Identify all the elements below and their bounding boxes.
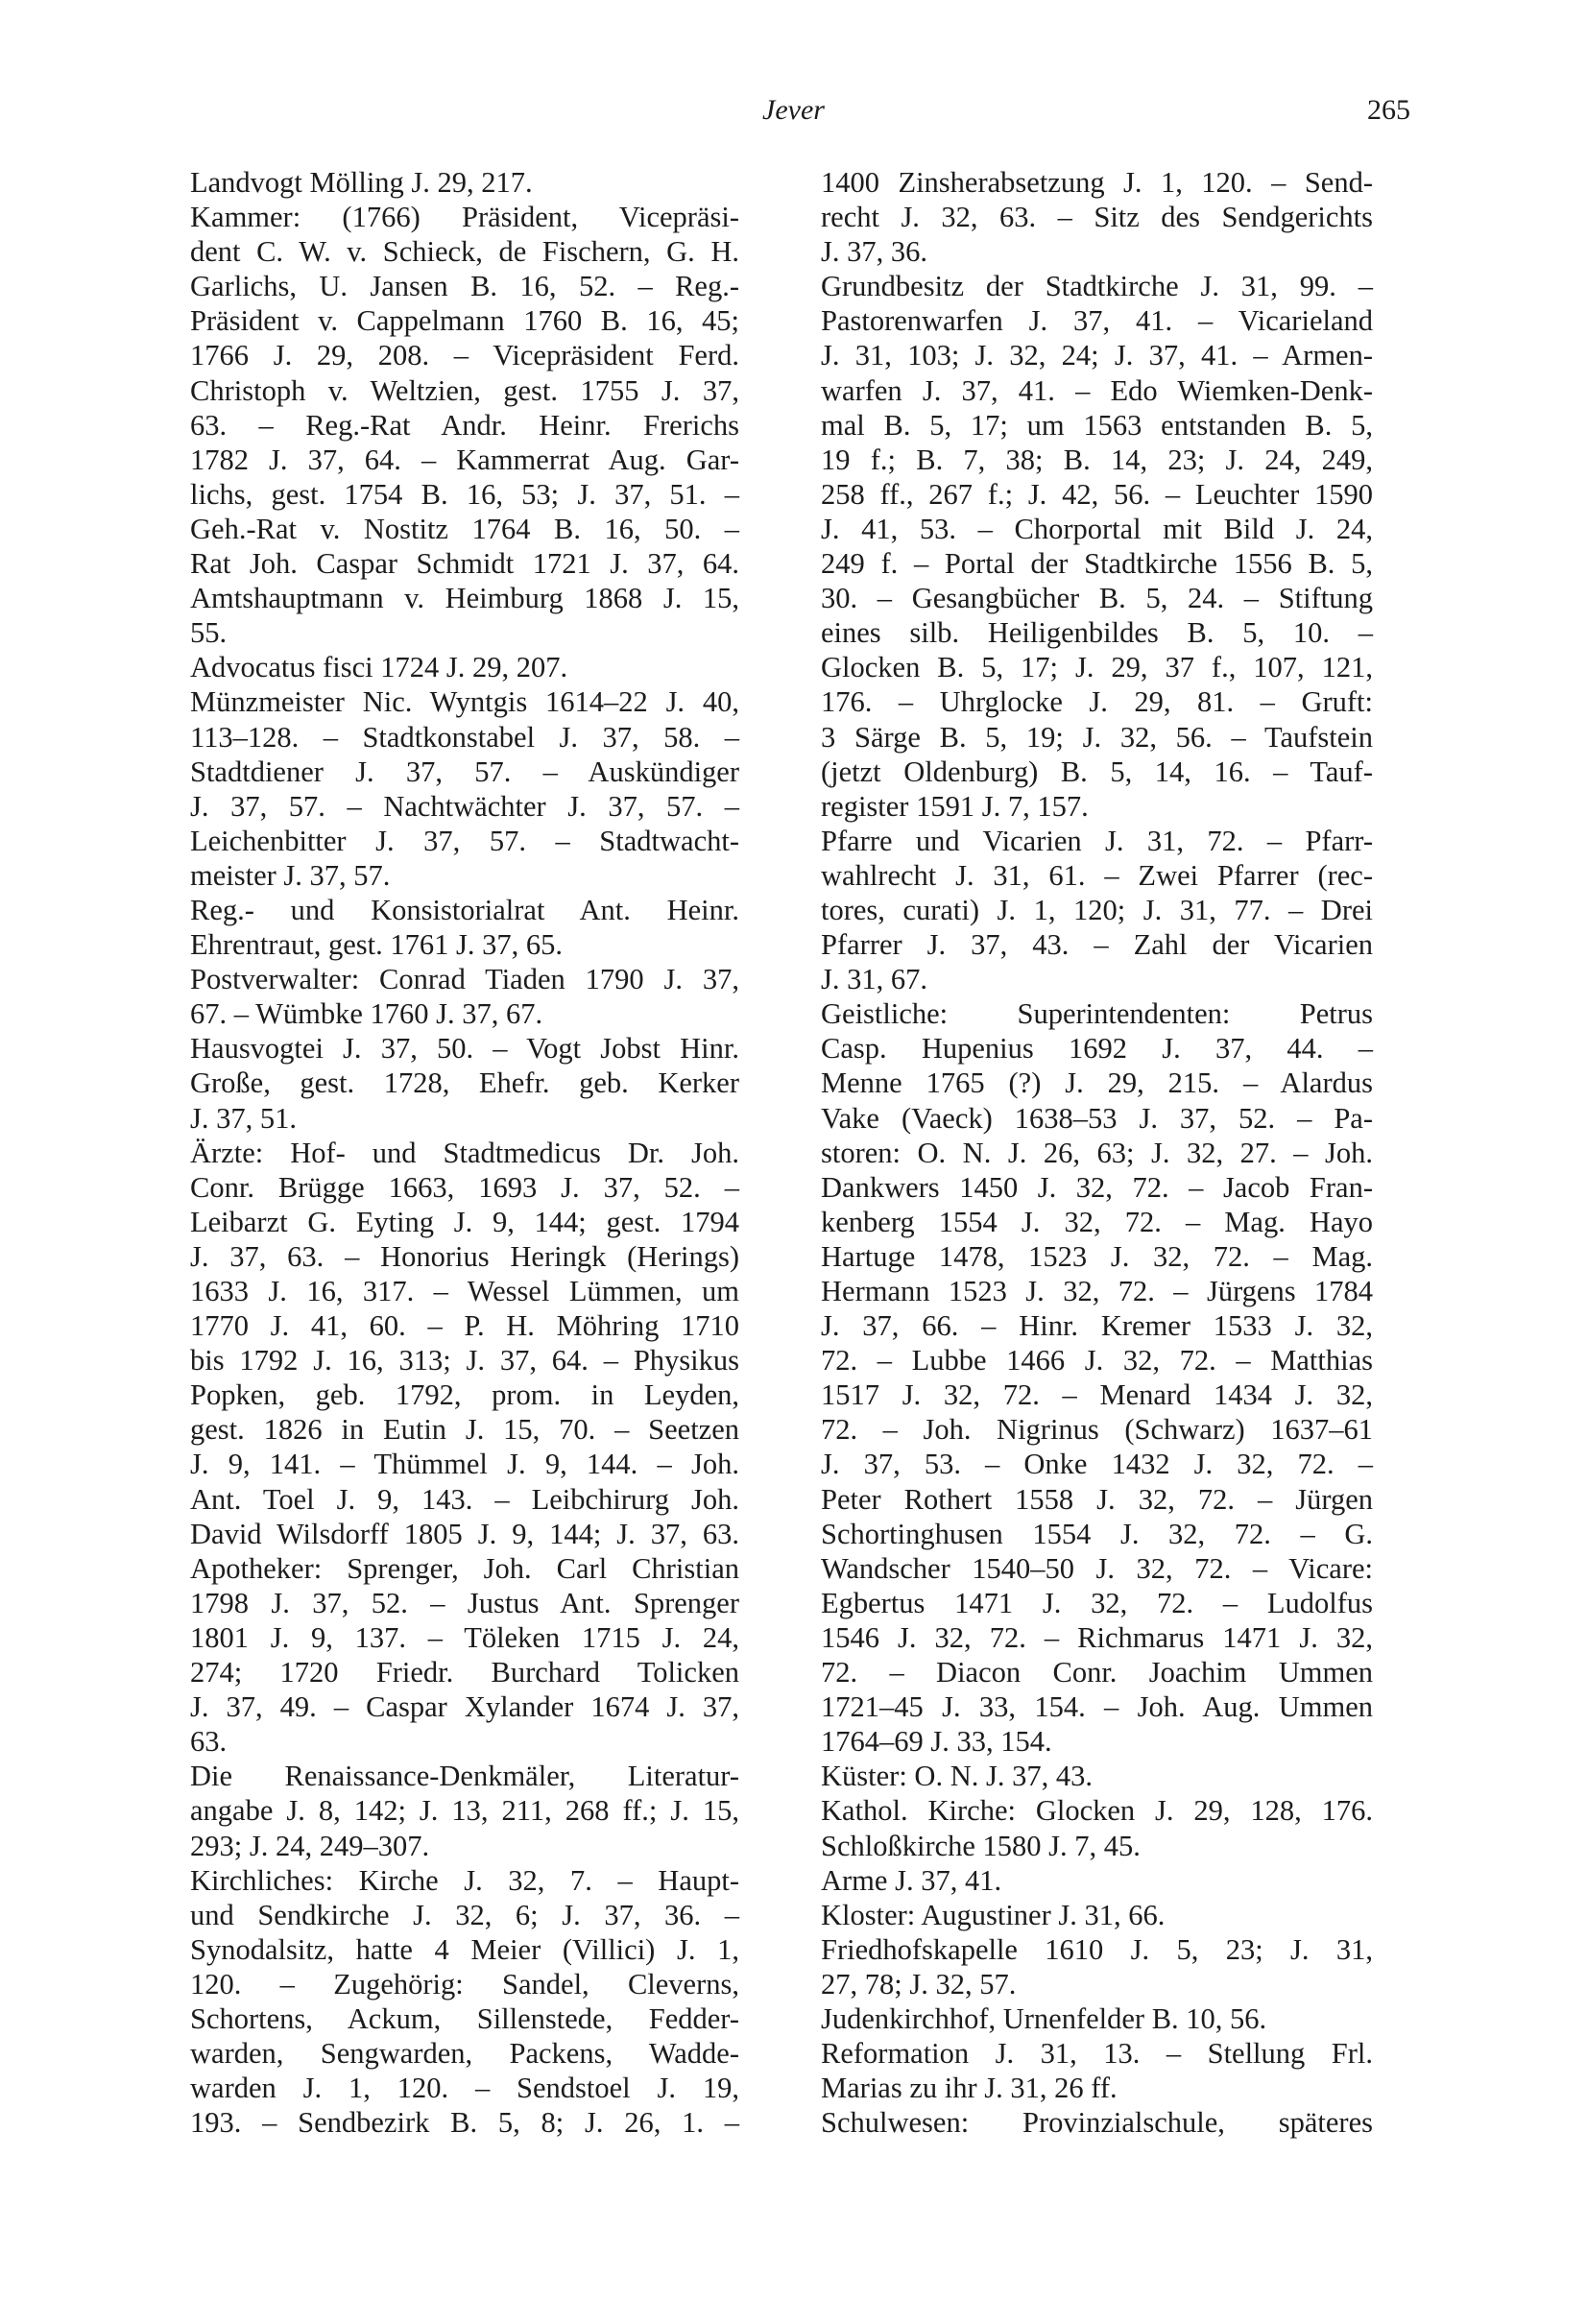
index-line: Synodalsitz, hatte 4 Meier (Villici) J. 1,	[190, 1932, 739, 1966]
index-line: David Wilsdorff 1805 J. 9, 144; J. 37, 63.	[190, 1517, 739, 1550]
index-line: Peter Rothert 1558 J. 32, 72. – Jürgen	[821, 1482, 1373, 1516]
index-line: Christoph v. Weltzien, gest. 1755 J. 37,	[190, 373, 739, 407]
index-line: Garlichs, U. Jansen B. 16, 52. – Reg.-	[190, 270, 739, 303]
index-line: Kloster: Augustiner J. 31, 66.	[821, 1898, 1166, 1931]
index-line: warden J. 1, 120. – Sendstoel J. 19,	[190, 2072, 739, 2105]
index-line: wahlrecht J. 31, 61. – Zwei Pfarrer (rec-	[821, 858, 1373, 892]
index-line: Menne 1765 (?) J. 29, 215. – Alardus	[821, 1066, 1373, 1100]
index-line: 1782 J. 37, 64. – Kammerrat Aug. Gar-	[190, 443, 739, 476]
index-line: storen: O. N. J. 26, 63; J. 32, 27. – Joh.	[821, 1136, 1373, 1169]
index-line: J. 31, 103; J. 32, 24; J. 37, 41. – Armen-	[821, 339, 1373, 372]
index-line: 1764–69 J. 33, 154.	[821, 1725, 1052, 1759]
index-line: Popken, geb. 1792, prom. in Leyden,	[190, 1378, 739, 1412]
index-line: 67. – Wümbke 1760 J. 37, 67.	[190, 997, 543, 1031]
index-line: Pastorenwarfen J. 37, 41. – Vicarieland	[821, 304, 1373, 338]
index-line: und Sendkirche J. 32, 6; J. 37, 36. –	[190, 1898, 739, 1931]
index-line: 193. – Sendbezirk B. 5, 8; J. 26, 1. –	[190, 2106, 739, 2140]
index-line: Münzmeister Nic. Wyntgis 1614–22 J. 40,	[190, 685, 739, 719]
index-line: kenberg 1554 J. 32, 72. – Mag. Hayo	[821, 1205, 1373, 1238]
index-line: Küster: O. N. J. 37, 43.	[821, 1760, 1093, 1793]
left-column	[190, 165, 739, 2140]
index-line: 19 f.; B. 7, 38; B. 14, 23; J. 24, 249,	[821, 443, 1373, 476]
index-line: 63.	[190, 1725, 228, 1759]
index-line: J. 37, 51.	[190, 1101, 297, 1135]
index-line: (jetzt Oldenburg) B. 5, 14, 16. – Tauf-	[821, 755, 1373, 788]
index-line: 1633 J. 16, 317. – Wessel Lümmen, um	[190, 1275, 739, 1307]
index-line: Leibarzt G. Eyting J. 9, 144; gest. 1794	[190, 1205, 739, 1238]
index-line: angabe J. 8, 142; J. 13, 211, 268 ff.; J. 15,	[190, 1794, 739, 1828]
index-line: 3 Särge B. 5, 19; J. 32, 56. – Taufstein	[821, 720, 1373, 754]
index-line: bis 1792 J. 16, 313; J. 37, 64. – Physikus	[190, 1344, 739, 1378]
index-line: 1766 J. 29, 208. – Vicepräsident Ferd.	[190, 339, 739, 372]
index-line: J. 37, 53. – Onke 1432 J. 32, 72. –	[821, 1448, 1373, 1481]
index-line: 249 f. – Portal der Stadtkirche 1556 B. 5,	[821, 547, 1373, 581]
index-line: Hermann 1523 J. 32, 72. – Jürgens 1784	[821, 1275, 1373, 1307]
index-line: register 1591 J. 7, 157.	[821, 789, 1089, 823]
index-line: Postverwalter: Conrad Tiaden 1790 J. 37,	[190, 963, 739, 996]
index-line: Dankwers 1450 J. 32, 72. – Jacob Fran-	[821, 1170, 1373, 1204]
index-line: lichs, gest. 1754 B. 16, 53; J. 37, 51. –	[190, 477, 739, 511]
index-line: J. 37, 36.	[821, 235, 927, 269]
index-line: 1400 Zinsherabsetzung J. 1, 120. – Send-	[821, 166, 1373, 199]
index-line: Kammer: (1766) Präsident, Vicepräsi-	[190, 201, 739, 234]
index-line: recht J. 32, 63. – Sitz des Sendgerichts	[821, 201, 1373, 234]
index-line: J. 9, 141. – Thümmel J. 9, 144. – Joh.	[190, 1448, 739, 1481]
index-line: 72. – Joh. Nigrinus (Schwarz) 1637–61	[821, 1413, 1373, 1447]
index-line: J. 37, 57. – Nachtwächter J. 37, 57. –	[190, 789, 739, 823]
index-line: Wandscher 1540–50 J. 32, 72. – Vicare:	[821, 1551, 1373, 1585]
index-line: 1546 J. 32, 72. – Richmarus 1471 J. 32,	[821, 1620, 1373, 1654]
index-line: Judenkirchhof, Urnenfelder B. 10, 56.	[821, 2001, 1267, 2035]
index-line: Landvogt Mölling J. 29, 217.	[190, 166, 533, 199]
index-line: 1517 J. 32, 72. – Menard 1434 J. 32,	[821, 1378, 1373, 1412]
index-line: 72. – Lubbe 1466 J. 32, 72. – Matthias	[821, 1344, 1373, 1378]
index-line: eines silb. Heiligenbildes B. 5, 10. –	[821, 616, 1373, 650]
index-line: Geistliche: Superintendenten: Petrus	[821, 997, 1373, 1031]
index-line: J. 37, 49. – Caspar Xylander 1674 J. 37,	[190, 1690, 739, 1724]
index-line: dent C. W. v. Schieck, de Fischern, G. H.	[190, 235, 739, 269]
index-line: Ant. Toel J. 9, 143. – Leibchirurg Joh.	[190, 1482, 739, 1516]
index-line: Geh.-Rat v. Nostitz 1764 B. 16, 50. –	[190, 512, 739, 545]
index-line: Kathol. Kirche: Glocken J. 29, 128, 176.	[821, 1794, 1373, 1828]
index-line: J. 37, 66. – Hinr. Kremer 1533 J. 32,	[821, 1309, 1373, 1343]
index-line: J. 31, 67.	[821, 963, 927, 996]
index-line: Schulwesen: Provinzialschule, späteres	[821, 2106, 1373, 2140]
index-line: Die Renaissance-Denkmäler, Literatur-	[190, 1760, 739, 1793]
index-line: 72. – Diacon Conr. Joachim Ummen	[821, 1656, 1373, 1689]
index-line: Advocatus fisci 1724 J. 29, 207.	[190, 651, 568, 684]
index-line: 63. – Reg.-Rat Andr. Heinr. Frerichs	[190, 408, 739, 442]
index-line: tores, curati) J. 1, 120; J. 31, 77. – Drei	[821, 893, 1373, 926]
index-line: Ärzte: Hof- und Stadtmedicus Dr. Joh.	[190, 1136, 739, 1169]
index-line: Hausvogtei J. 37, 50. – Vogt Jobst Hinr.	[190, 1032, 739, 1066]
index-line: 1798 J. 37, 52. – Justus Ant. Sprenger	[190, 1586, 739, 1619]
index-line: 1770 J. 41, 60. – P. H. Möhring 1710	[190, 1309, 739, 1343]
page-number: 265	[1367, 94, 1410, 126]
index-line: Pfarrer J. 37, 43. – Zahl der Vicarien	[821, 928, 1373, 962]
index-line: 293; J. 24, 249–307.	[190, 1829, 430, 1862]
index-line: Hartuge 1478, 1523 J. 32, 72. – Mag.	[821, 1239, 1373, 1273]
index-line: 1801 J. 9, 137. – Töleken 1715 J. 24,	[190, 1620, 739, 1654]
index-line: gest. 1826 in Eutin J. 15, 70. – Seetzen	[190, 1413, 739, 1447]
index-line: Kirchliches: Kirche J. 32, 7. – Haupt-	[190, 1863, 739, 1897]
index-line: 113–128. – Stadtkonstabel J. 37, 58. –	[190, 720, 739, 754]
index-line: J. 41, 53. – Chorportal mit Bild J. 24,	[821, 512, 1373, 545]
index-line: 176. – Uhrglocke J. 29, 81. – Gruft:	[821, 685, 1373, 719]
index-line: mal B. 5, 17; um 1563 entstanden B. 5,	[821, 408, 1373, 442]
index-line: 258 ff., 267 f.; J. 42, 56. – Leuchter 1590	[821, 477, 1373, 511]
running-head	[0, 94, 1587, 132]
right-column	[821, 165, 1373, 2140]
index-line: 30. – Gesangbücher B. 5, 24. – Stiftung	[821, 582, 1373, 615]
index-line: Vake (Vaeck) 1638–53 J. 37, 52. – Pa-	[821, 1101, 1373, 1135]
index-line: Rat Joh. Caspar Schmidt 1721 J. 37, 64.	[190, 547, 739, 581]
index-line: Amtshauptmann v. Heimburg 1868 J. 15,	[190, 582, 739, 615]
index-line: J. 37, 63. – Honorius Heringk (Herings)	[190, 1239, 739, 1273]
index-line: 55.	[190, 616, 228, 650]
index-line: Präsident v. Cappelmann 1760 B. 16, 45;	[190, 304, 739, 338]
index-line: Egbertus 1471 J. 32, 72. – Ludolfus	[821, 1586, 1373, 1619]
index-line: 27, 78; J. 32, 57.	[821, 1967, 1017, 2001]
index-line: Casp. Hupenius 1692 J. 37, 44. –	[821, 1032, 1373, 1066]
index-line: warfen J. 37, 41. – Edo Wiemken-Denk-	[821, 373, 1373, 407]
index-line: Schortinghusen 1554 J. 32, 72. – G.	[821, 1517, 1373, 1550]
index-line: Schloßkirche 1580 J. 7, 45.	[821, 1829, 1141, 1862]
index-line: Grundbesitz der Stadtkirche J. 31, 99. –	[821, 270, 1373, 303]
index-line: meister J. 37, 57.	[190, 858, 391, 892]
index-line: Ehrentraut, gest. 1761 J. 37, 65.	[190, 928, 563, 962]
index-line: warden, Sengwarden, Packens, Wadde-	[190, 2037, 739, 2071]
index-line: Glocken B. 5, 17; J. 29, 37 f., 107, 121,	[821, 651, 1373, 684]
index-line: Conr. Brügge 1663, 1693 J. 37, 52. –	[190, 1170, 739, 1204]
index-line: Apotheker: Sprenger, Joh. Carl Christian	[190, 1551, 739, 1585]
index-line: Arme J. 37, 41.	[821, 1863, 1002, 1897]
index-line: Große, gest. 1728, Ehefr. geb. Kerker	[190, 1066, 739, 1100]
index-line: Leichenbitter J. 37, 57. – Stadtwacht-	[190, 824, 739, 857]
index-line: Stadtdiener J. 37, 57. – Auskündiger	[190, 755, 739, 788]
index-line: 1721–45 J. 33, 154. – Joh. Aug. Ummen	[821, 1690, 1373, 1724]
index-line: Reg.- und Konsistorialrat Ant. Heinr.	[190, 893, 739, 926]
running-title: Jever	[762, 94, 825, 126]
index-line: Pfarre und Vicarien J. 31, 72. – Pfarr-	[821, 824, 1373, 857]
index-line: Friedhofskapelle 1610 J. 5, 23; J. 31,	[821, 1932, 1373, 1966]
index-line: Reformation J. 31, 13. – Stellung Frl.	[821, 2037, 1373, 2071]
index-line: Marias zu ihr J. 31, 26 ff.	[821, 2072, 1118, 2105]
index-line: 274; 1720 Friedr. Burchard Tolicken	[190, 1656, 739, 1689]
index-line: Schortens, Ackum, Sillenstede, Fedder-	[190, 2001, 739, 2035]
index-line: 120. – Zugehörig: Sandel, Cleverns,	[190, 1967, 739, 2001]
